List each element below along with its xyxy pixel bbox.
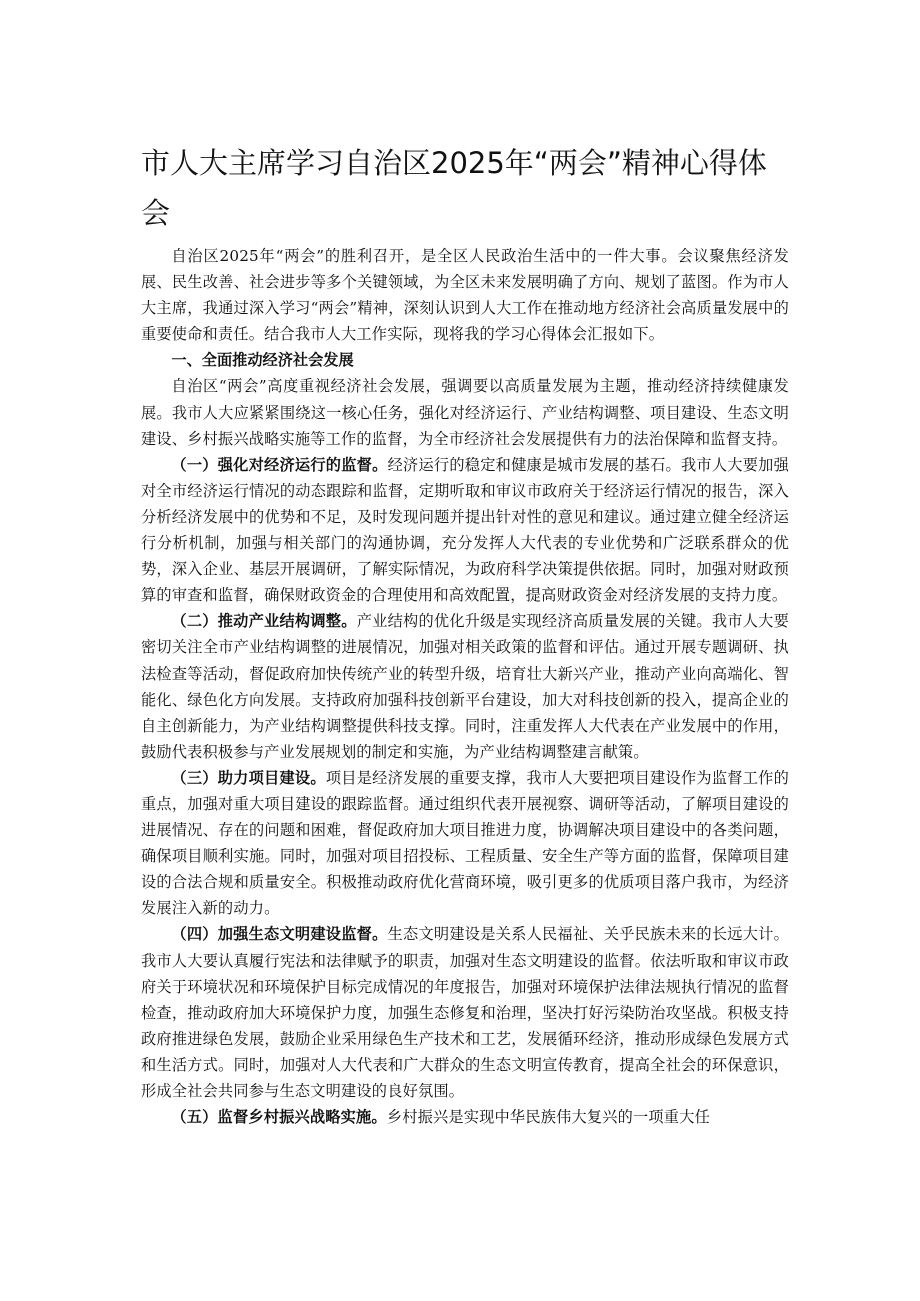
section-intro-paragraph: 自治区“两会”高度重视经济社会发展，强调要以高质量发展为主题，推动经济持续健康发展。我市人大应紧紧围绕这一核心任务，强化对经济运行、产业结构调整、项目建设、生态文明建设、乡村振兴战略实施等工作的监督，为全市经济社会发展提供有力的法治保障和监督支持。 [141, 377, 789, 448]
section-heading: 一、全面推动经济社会发展 [171, 351, 354, 370]
item-paragraph-5 [141, 1104, 789, 1130]
item-text-2: 产业结构的优化升级是实现经济高质量发展的关键。我市人大要密切关注全市产业结构调整的进展情况，加强对相关政策的监督和评估。通过开展专题调研、执法检查等活动，督促政府加快传统产业的转型升级，培育壮大新兴产业，推动产业向高端化、智能化、绿色化方向发展。支持政府加强科技创新平台建设，加大对科技创新的投入，提高企业的自主创新能力，为产业结构调整提供科技支撑。同时，注重发挥人大代表在产业发展中的作用，鼓励代表积极参与产业发展规划的制定和实施，为产业结构调整建言献策。 [141, 612, 789, 761]
item-lead-1: （一）强化对经济运行的监督。 [171, 455, 388, 474]
item-text-5: 乡村振兴是实现中华民族伟大复兴的一项重大任 [386, 1108, 710, 1127]
document-title: 市人大主席学习自治区2025年“两会”精神心得体会 [141, 146, 767, 230]
item-text-3: 项目是经济发展的重要支撑，我市人大要把项目建设作为监督工作的重点，加强对重大项目建设的跟踪监督。通过组织代表开展视察、调研等活动，了解项目建设的进展情况、存在的问题和困难，督促政府加大项目推进力度，协调解决项目建设中的各类问题，确保项目顺利实施。同时，加强对项目招投标、工程质量、安全生产等方面的监督，保障项目建设的合法合规和质量安全。积极推动政府优化营商环境，吸引更多的优质项目落户我市，为经济发展注入新的动力。 [141, 768, 790, 918]
item-text-1: 经济运行的稳定和健康是城市发展的基石。我市人大要加强对全市经济运行情况的动态跟踪和监督，定期听取和审议市政府关于经济运行情况的报告，深入分析经济发展中的优势和不足，及时发现问题并提出针对性的意见和建议。通过建立健全经济运行分析机制，加强与相关部门的沟通协调，充分发挥人大代表的专业优势和广泛联系群众的优势，深入企业、基层开展调研，了解实际情况，为政府科学决策提供依据。同时，加强对财政预算的审查和监督，确保财政资金的合理使用和高效配置，提高财政资金对经济发展的支持力度。 [141, 455, 789, 605]
document-body [141, 243, 789, 1130]
item-lead-3: （三）助力项目建设。 [171, 768, 326, 787]
item-paragraph-3 [141, 765, 789, 922]
item-paragraph-1 [141, 452, 789, 609]
item-lead-2: （二）推动产业结构调整。 [171, 612, 357, 631]
item-paragraph-2 [141, 608, 789, 765]
item-paragraph-4 [141, 921, 789, 1104]
item-lead-4: （四）加强生态文明建设监督。 [171, 925, 388, 944]
intro-paragraph: 自治区2025年“两会”的胜利召开，是全区人民政治生活中的一件大事。会议聚焦经济发展、民生改善、社会进步等多个关键领域，为全区未来发展明确了方向、规划了蓝图。作为市人大主席，我通过深入学习“两会”精神，深刻认识到人大工作在推动地方经济社会高质量发展中的重要使命和责任。结合我市人大工作实际，现将我的学习心得体会汇报如下。 [141, 247, 789, 344]
item-text-4: 生态文明建设是关系人民福祉、关乎民族未来的长远大计。我市人大要认真履行宪法和法律赋予的职责，加强对生态文明建设的监督。依法听取和审议市政府关于环境状况和环境保护目标完成情况的年度报告，加强对环境保护法律法规执行情况的监督检查，推动政府加大环境保护力度，加强生态修复和治理，坚决打好污染防治攻坚战。积极支持政府推进绿色发展，鼓励企业采用绿色生产技术和工艺，发展循环经济，推动形成绿色发展方式和生活方式。同时，加强对人大代表和广大群众的生态文明宣传教育，提高全社会的环保意识，形成全社会共同参与生态文明建设的良好氛围。 [141, 925, 789, 1100]
item-lead-5: （五）监督乡村振兴战略实施。 [171, 1108, 387, 1127]
